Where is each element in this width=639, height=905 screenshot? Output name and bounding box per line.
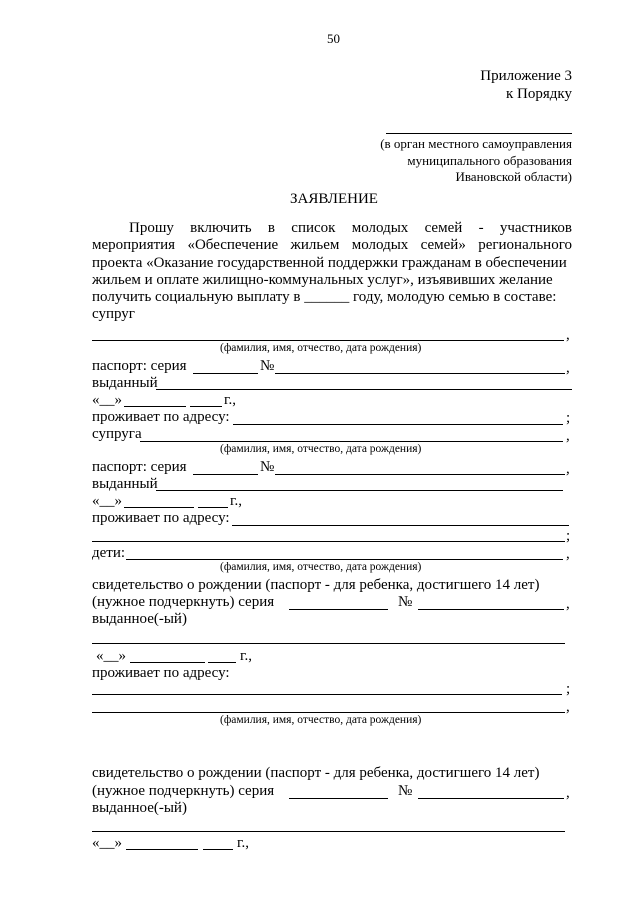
date-month-line[interactable] (126, 849, 198, 850)
semicolon: ; (566, 681, 571, 697)
date-open: «__» (96, 648, 126, 664)
number-sign: № (398, 594, 413, 610)
children-fio-line[interactable] (126, 559, 563, 560)
address-label: проживает по адресу: (92, 409, 230, 425)
intro-line4: жильем и оплате жилищно-коммунальных услуг», изъявивших желание (92, 272, 553, 288)
address-line[interactable] (232, 525, 569, 526)
year-suffix: г., (230, 493, 242, 509)
address-label: проживает по адресу: (92, 510, 230, 526)
birth-cert-label: свидетельство о рождении (паспорт - для ребенка, достигшего 14 лет) (92, 577, 540, 593)
recipient-line (386, 133, 572, 134)
address-line-2[interactable] (92, 541, 565, 542)
issued-label: выданный (92, 476, 158, 492)
date-year-line[interactable] (208, 662, 236, 663)
date-open: «__» (92, 835, 122, 851)
semicolon: ; (566, 410, 571, 426)
passport-label: паспорт: серия (92, 358, 187, 374)
date-year-line[interactable] (203, 849, 233, 850)
intro-line1: Прошу включить в список молодых семей - участников (129, 220, 572, 236)
fio-caption: (фамилия, имя, отчество, дата рождения) (220, 342, 422, 354)
cert-series-line[interactable] (289, 609, 388, 610)
address-line[interactable] (92, 694, 562, 695)
date-year-line[interactable] (198, 507, 228, 508)
comma: , (566, 428, 570, 444)
issued-line[interactable] (156, 490, 563, 491)
comma: , (566, 461, 570, 477)
number-sign: № (260, 358, 275, 374)
appendix-line2: к Порядку (506, 86, 572, 102)
intro-line3: проекта «Оказание государственной поддержки гражданам в обеспечении (92, 255, 567, 271)
year-suffix: г., (224, 392, 236, 408)
number-sign: № (398, 783, 413, 799)
cert-series-line[interactable] (289, 798, 388, 799)
year-suffix: г., (240, 648, 252, 664)
spouse-m-fio-line[interactable] (92, 340, 564, 341)
appendix-line1: Приложение 3 (480, 68, 572, 84)
underline-note: (нужное подчеркнуть) серия (92, 783, 275, 799)
document-title: ЗАЯВЛЕНИЕ (290, 191, 378, 207)
fio-caption: (фамилия, имя, отчество, дата рождения) (220, 561, 422, 573)
passport-label: паспорт: серия (92, 459, 187, 475)
semicolon: ; (566, 528, 571, 544)
comma: , (566, 785, 570, 801)
date-open: «__» (92, 493, 122, 509)
spouse-m-label: супруг (92, 306, 135, 322)
cert-number-line[interactable] (418, 798, 564, 799)
issued-n-line[interactable] (92, 831, 565, 832)
fio-caption: (фамилия, имя, отчество, дата рождения) (220, 443, 422, 455)
children-label: дети: (92, 545, 126, 561)
intro-line5: получить социальную выплату в ______ году, молодую семью в составе: (92, 289, 557, 305)
passport-series-line[interactable] (193, 373, 258, 374)
date-year-line[interactable] (190, 406, 222, 407)
passport-number-line[interactable] (275, 373, 565, 374)
intro-line2: мероприятия «Обеспечение жильем молодых семей» регионального (92, 237, 572, 253)
child-fio-line[interactable] (92, 712, 565, 713)
spouse-f-fio-line[interactable] (140, 441, 563, 442)
date-month-line[interactable] (130, 662, 205, 663)
passport-series-line[interactable] (193, 474, 258, 475)
year-suffix: г., (237, 835, 249, 851)
issued-label: выданный (92, 375, 158, 391)
date-month-line[interactable] (124, 406, 186, 407)
issued-line[interactable] (156, 389, 572, 390)
page-number: 50 (327, 31, 340, 46)
comma: , (566, 360, 570, 376)
passport-number-line[interactable] (275, 474, 565, 475)
recipient-line3: Ивановской области) (455, 169, 572, 184)
fio-caption: (фамилия, имя, отчество, дата рождения) (220, 714, 422, 726)
comma: , (566, 596, 570, 612)
spouse-f-label: супруга (92, 426, 142, 442)
birth-cert-label: свидетельство о рождении (паспорт - для ребенка, достигшего 14 лет) (92, 765, 540, 781)
issued-n-label: выданное(-ый) (92, 800, 187, 816)
address-line[interactable] (233, 424, 563, 425)
comma: , (566, 699, 570, 715)
cert-number-line[interactable] (418, 609, 564, 610)
issued-n-line[interactable] (92, 643, 565, 644)
date-open: «__» (92, 392, 122, 408)
underline-note: (нужное подчеркнуть) серия (92, 594, 275, 610)
issued-n-label: выданное(-ый) (92, 611, 187, 627)
date-month-line[interactable] (124, 507, 194, 508)
recipient-line1: (в орган местного самоуправления (380, 136, 572, 151)
comma: , (566, 327, 570, 343)
address-label: проживает по адресу: (92, 665, 230, 681)
comma: , (566, 546, 570, 562)
recipient-line2: муниципального образования (407, 153, 572, 168)
number-sign: № (260, 459, 275, 475)
